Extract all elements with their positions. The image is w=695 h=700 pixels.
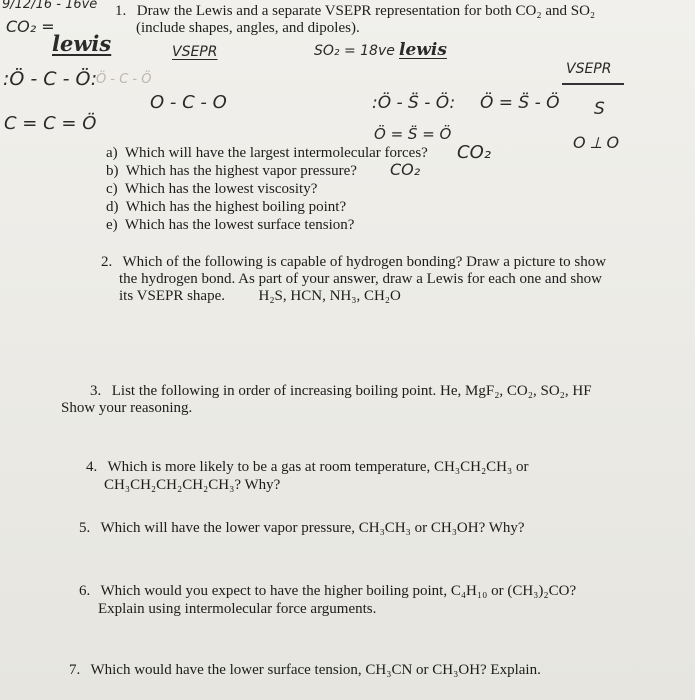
q5-number: 5. (79, 520, 91, 536)
q1-number: 1. (115, 3, 127, 19)
vsepr-right-note: VSEPR (566, 61, 612, 77)
co2-vsepr-structure: O - C - O (150, 92, 227, 113)
q4-line1: 4. Which is more likely to be a gas at room temperature, CH₃CH₂CH₃ or (86, 459, 529, 475)
co2-lewis-structure-2: C = C = Ö (4, 113, 97, 134)
q2-line2: the hydrogen bond. As part of your answer, draw a Lewis for each one and show (119, 271, 603, 287)
co2-lewis-faint: Ö - C - Ö (96, 72, 152, 87)
q7-line1: 7. Which would have the lower surface tension, CH₃CN or CH₃OH? Explain. (69, 662, 541, 678)
q3-line2: Show your reasoning. (61, 400, 193, 416)
answer-b: CO₂ (390, 160, 421, 179)
q4-number: 4. (86, 459, 98, 475)
q1-item-d: d) Which has the highest boiling point? (106, 199, 347, 215)
so2-note: SO₂ = 18ve (314, 43, 395, 59)
lewis-left-note: lewis (52, 31, 112, 56)
q6-number: 6. (79, 583, 91, 599)
vsepr-right-underline (562, 83, 624, 85)
so2-lewis-structure-3: Ö = S̈ = Ö (374, 125, 452, 143)
q6-line2: Explain using intermolecular force arguments. (98, 601, 377, 617)
date-note: 9/12/16 - 16ve (2, 0, 98, 12)
q7-number: 7. (69, 662, 81, 678)
answer-a: CO₂ (457, 142, 491, 163)
so2-lewis-structure-1: :Ö - S̈ - Ö: (372, 93, 456, 113)
q1-text-line1: Draw the Lewis and a separate VSEPR representation for both CO₂ and SO₂ (136, 3, 596, 19)
q3-number: 3. (90, 383, 102, 399)
co2-lewis-structure-1: :Ö - C - Ö: (3, 68, 98, 90)
q1-item-c: c) Which has the lowest viscosity? (106, 181, 318, 197)
so2-vsepr-s: S (594, 99, 605, 119)
q3-line1: 3. List the following in order of increasing boiling point. He, MgF₂, CO₂, SO₂, HF (90, 383, 592, 399)
q1-item-b: b) Which has the highest vapor pressure? (106, 163, 357, 179)
q6-line1: 6. Which would you expect to have the higher boiling point, C₄H₁₀ or (CH₃)₂CO? (79, 583, 577, 599)
q4-line2: CH₃CH₂CH₂CH₂CH₃? Why? (104, 477, 281, 493)
q1-text-line2: (include shapes, angles, and dipoles). (136, 20, 360, 36)
so2-vsepr-o: O ⟂ O (573, 133, 620, 152)
q2-species: H₂S, HCN, NH₃, CH₂O (258, 288, 401, 304)
q1-item-e: e) Which has the lowest surface tension? (106, 217, 355, 233)
q2-number: 2. (101, 254, 113, 270)
vsepr-left-note: VSEPR (172, 44, 218, 60)
co2-label: CO₂ = (6, 17, 55, 36)
lewis-right-note: lewis (399, 40, 447, 60)
so2-lewis-structure-2: Ö = S̈ - Ö (480, 93, 560, 113)
q2-line3: its VSEPR shape. H₂S, HCN, NH₃, CH₂O (119, 288, 401, 304)
q1-item-a: a) Which will have the largest intermolecular forces? (106, 145, 428, 161)
q2-line1: 2. Which of the following is capable of hydrogen bonding? Draw a picture to show (101, 254, 607, 270)
q1-line1 (115, 3, 595, 20)
q5-line1: 5. Which will have the lower vapor pressure, CH₃CH₃ or CH₃OH? Why? (79, 520, 525, 536)
